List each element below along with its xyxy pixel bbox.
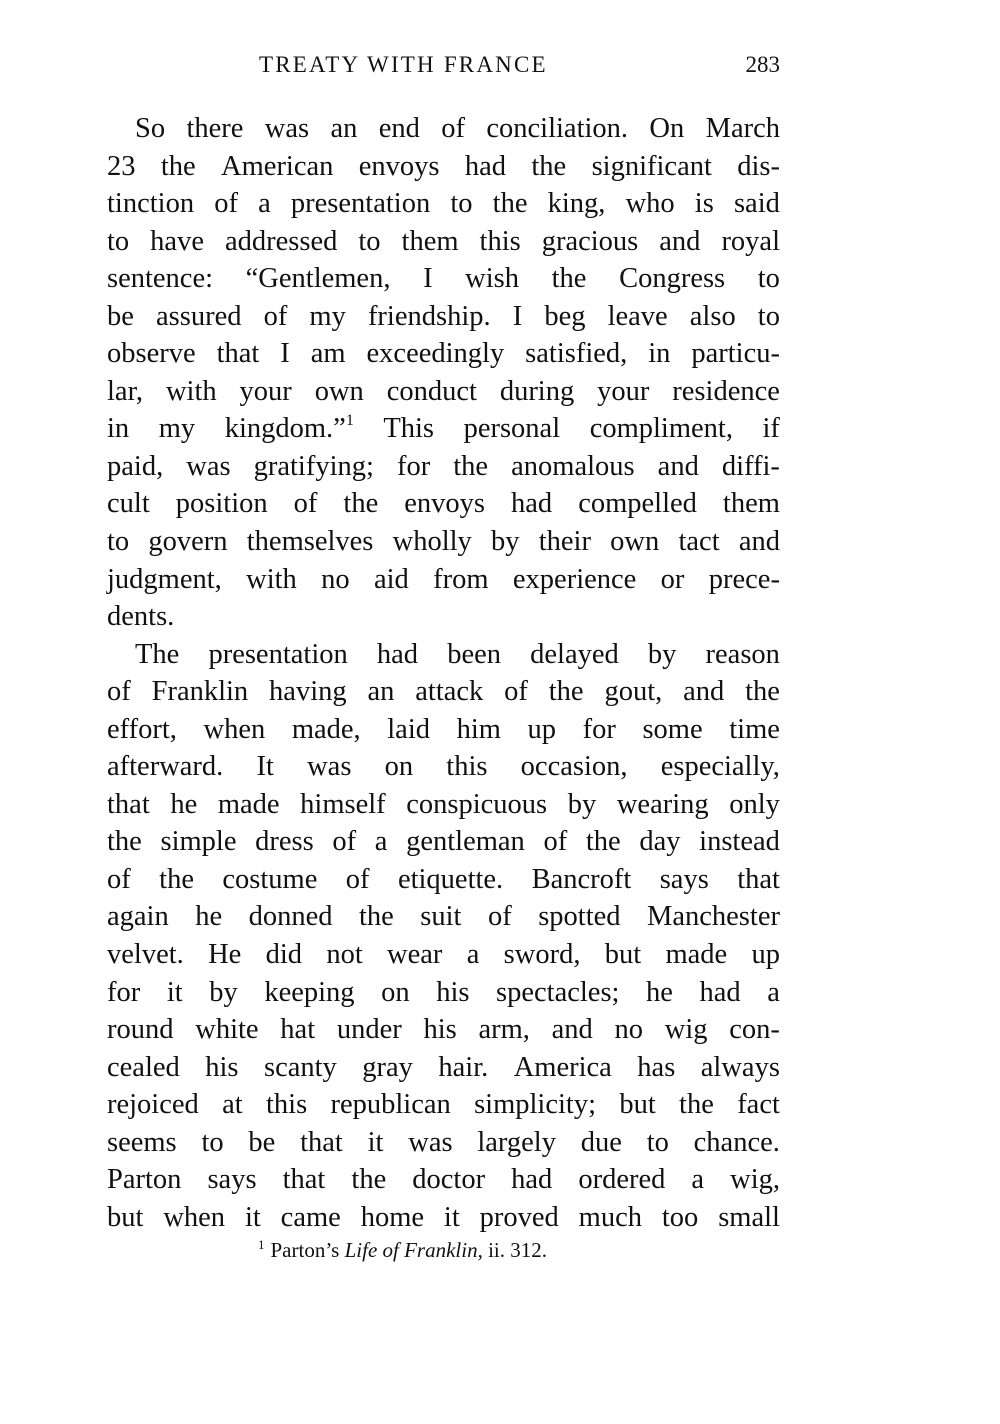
word: to [646, 1126, 669, 1158]
word: sword, [503, 939, 581, 971]
word: keeping [264, 976, 355, 1008]
text-line [107, 786, 780, 824]
word: am [310, 338, 346, 370]
word: a [767, 976, 780, 1008]
word: on [384, 751, 414, 783]
footnote-reference-marker: 1 [345, 412, 354, 430]
word: dents. [107, 601, 175, 633]
word: chance. [693, 1126, 780, 1158]
word: be [248, 1126, 276, 1158]
word: of [107, 863, 131, 895]
word: simple [160, 826, 237, 858]
word: sentence: [107, 263, 214, 295]
word: his [205, 1051, 239, 1083]
word: had [511, 488, 553, 520]
word: an [330, 113, 358, 144]
word: the [160, 150, 196, 182]
word: have [150, 225, 204, 257]
word: spotted [538, 901, 621, 933]
text-line [107, 485, 780, 523]
word: instead [699, 826, 780, 858]
word: to [757, 300, 780, 332]
word: the [548, 676, 584, 708]
word: experience [512, 563, 637, 595]
word: an [367, 676, 395, 708]
word: too [661, 1201, 699, 1233]
text-line [107, 823, 780, 861]
word: diffi- [721, 450, 780, 482]
text-line [107, 335, 780, 373]
word: small [718, 1201, 780, 1233]
word: republican [330, 1089, 451, 1121]
word: lar, [107, 375, 144, 407]
word: leave [607, 300, 668, 332]
word: velvet. [107, 939, 184, 971]
word: Bancroft [531, 863, 632, 895]
word: no [614, 1014, 644, 1046]
text-line [107, 1011, 780, 1049]
word: on [381, 976, 410, 1008]
word: wig, [730, 1164, 780, 1196]
text-line [107, 223, 780, 261]
word: friendship. [367, 300, 491, 332]
word: the [679, 1089, 714, 1121]
word: 23 [107, 150, 136, 182]
word: wearing [616, 788, 709, 820]
word: the [351, 1164, 387, 1196]
text-line [107, 523, 780, 561]
word: it [166, 976, 183, 1008]
word: afterward. [107, 751, 224, 783]
word: compliment, [589, 413, 733, 445]
running-title: TREATY WITH FRANCE [259, 52, 548, 77]
word: by [209, 976, 238, 1008]
word: seems [107, 1126, 177, 1158]
text-line [107, 898, 780, 936]
word: conciliation. [486, 113, 629, 144]
word: and [551, 1014, 593, 1046]
word: for [107, 976, 141, 1008]
text-line [107, 598, 780, 636]
text-line [107, 448, 780, 486]
word: govern [148, 526, 228, 558]
word: king, [547, 188, 606, 220]
word: addressed [224, 225, 338, 257]
word: arm, [478, 1014, 530, 1046]
word: with [165, 375, 217, 407]
footnote-marker: 1 [258, 1237, 265, 1252]
word: time [729, 713, 780, 745]
word: scanty [263, 1051, 337, 1083]
word: and [659, 225, 701, 257]
word: of [293, 488, 318, 520]
word: your [239, 375, 292, 407]
word: gratifying; [253, 450, 374, 482]
word: a [691, 1164, 705, 1196]
word: cealed [107, 1051, 180, 1083]
word: gracious [541, 225, 639, 257]
text-line [107, 373, 780, 411]
word: made [665, 939, 728, 971]
footnote [258, 1238, 547, 1263]
word: the [551, 263, 587, 295]
word: was [264, 113, 310, 144]
word: I [512, 300, 523, 332]
word: again [107, 901, 169, 933]
word: some [642, 713, 703, 745]
word: envoys [358, 150, 440, 182]
footnote-author: Parton’s [270, 1238, 345, 1262]
word: for [396, 450, 431, 482]
word: him [456, 713, 501, 745]
word: up [751, 939, 780, 971]
word: there [186, 113, 244, 144]
word: wholly [392, 526, 472, 558]
word: when [203, 713, 266, 745]
text-line [107, 185, 780, 223]
word: only [729, 788, 780, 820]
word: this [479, 225, 521, 257]
text-line [107, 1161, 780, 1199]
word: anomalous [511, 450, 635, 482]
word: hair. [438, 1051, 489, 1083]
text-line [107, 673, 780, 711]
word: that [107, 788, 150, 820]
word: it [244, 1201, 261, 1233]
word: day [639, 826, 681, 858]
word: by [567, 788, 597, 820]
word: proved [479, 1201, 559, 1233]
word: not [326, 939, 363, 971]
word: at [222, 1089, 243, 1121]
word: royal [721, 225, 780, 257]
word: largely [477, 1126, 556, 1158]
word: the [107, 826, 142, 858]
word: them [401, 225, 459, 257]
word: exceedingly [366, 338, 505, 370]
word: On [649, 113, 685, 144]
text-line [107, 711, 780, 749]
word: by [491, 526, 520, 558]
text-line [107, 861, 780, 899]
word: envoys [404, 488, 485, 520]
word: assured [156, 300, 242, 332]
text-line [107, 110, 780, 148]
footnote-book-title: Life of Franklin [344, 1238, 478, 1262]
word: due [580, 1126, 622, 1158]
word: ordered [578, 1164, 666, 1196]
word: a [258, 188, 271, 220]
word: also [689, 300, 736, 332]
word: up [527, 713, 557, 745]
word: it [367, 1126, 384, 1158]
word: was [186, 450, 231, 482]
word: been [447, 638, 501, 670]
word: of [504, 676, 528, 708]
text-line [107, 1124, 780, 1162]
word: when [163, 1201, 226, 1233]
word: of [107, 676, 131, 708]
text-line [107, 148, 780, 186]
word: says [207, 1164, 257, 1196]
word: or [660, 563, 685, 595]
word: but [604, 939, 642, 971]
word: the [343, 488, 379, 520]
word: spectacles; [496, 976, 620, 1008]
word: The [135, 638, 180, 670]
word: them [722, 488, 780, 520]
word: residence [672, 375, 780, 407]
word: who [625, 188, 675, 220]
word: that [216, 338, 260, 370]
word: presentation [290, 188, 431, 220]
word: your [597, 375, 650, 407]
word: had [699, 976, 741, 1008]
word: that [737, 863, 780, 895]
word: Franklin [151, 676, 249, 708]
word: but [619, 1089, 656, 1121]
word: of [263, 300, 288, 332]
word: it [443, 1201, 460, 1233]
word: satisfied, [525, 338, 628, 370]
word: delayed [530, 638, 619, 670]
word: to [358, 225, 381, 257]
word: wear [387, 939, 443, 971]
word: own [314, 375, 364, 407]
word: gout, [604, 676, 663, 708]
word: position [175, 488, 268, 520]
word: to [450, 188, 473, 220]
word: did [265, 939, 303, 971]
text-line [107, 1049, 780, 1087]
word: for [582, 713, 616, 745]
word: during [499, 375, 575, 407]
word: much [578, 1201, 642, 1233]
word: laid [387, 713, 431, 745]
word: this [265, 1089, 308, 1121]
word: cult [107, 488, 150, 520]
word: his [423, 1014, 457, 1046]
word: especially, [660, 751, 780, 783]
word: of [332, 826, 357, 858]
word: says [659, 863, 709, 895]
word: the [358, 901, 394, 933]
word: by [647, 638, 677, 670]
word: to [201, 1126, 224, 1158]
word: but [107, 1201, 144, 1233]
word: reason [705, 638, 780, 670]
word: kingdom.”$^1$ [224, 412, 354, 445]
word: that [300, 1126, 343, 1158]
word: the [492, 188, 528, 220]
word: tact [678, 526, 720, 558]
word: their [538, 526, 591, 558]
word: America [513, 1051, 612, 1083]
word: was [408, 1126, 453, 1158]
word: of [345, 863, 370, 895]
word: home [360, 1201, 425, 1233]
word: white [195, 1014, 259, 1046]
word: hat [280, 1014, 316, 1046]
word: own [610, 526, 660, 558]
word: made [217, 788, 280, 820]
word: It [256, 751, 274, 783]
word: suit [420, 901, 462, 933]
word: his [436, 976, 470, 1008]
word: con- [729, 1014, 780, 1046]
word: of [441, 113, 466, 144]
word: conspicuous [406, 788, 548, 820]
word: and [657, 450, 699, 482]
word: He [208, 939, 242, 971]
word: and [738, 526, 780, 558]
word: round [107, 1014, 174, 1046]
page-number: 283 [745, 52, 780, 77]
running-header [107, 52, 780, 88]
word: my [158, 413, 196, 445]
word: a [374, 826, 388, 858]
word: attack [415, 676, 484, 708]
word: in [107, 413, 130, 445]
word: particu- [691, 338, 780, 370]
word: has [637, 1051, 676, 1083]
word: prece- [708, 563, 780, 595]
word: of [487, 901, 512, 933]
word: costume [222, 863, 318, 895]
word: a [466, 939, 480, 971]
word: conduct [386, 375, 477, 407]
text-line [107, 1199, 780, 1237]
word: was [307, 751, 352, 783]
word: he [646, 976, 673, 1008]
word: observe [107, 338, 196, 370]
word: had [511, 1164, 553, 1196]
body-text [107, 110, 780, 1236]
word: So [135, 113, 166, 144]
word: he [170, 788, 198, 820]
word: of [214, 188, 238, 220]
text-line [107, 936, 780, 974]
word: wig [664, 1014, 708, 1046]
word: to [107, 526, 130, 558]
word: this [446, 751, 488, 783]
word: simplicity; [474, 1089, 596, 1121]
word: I [423, 263, 433, 295]
word: that [282, 1164, 326, 1196]
footnote-reference: , ii. 312. [477, 1238, 548, 1262]
word: if [762, 413, 780, 445]
word: rejoiced [107, 1089, 199, 1121]
word: of [543, 826, 568, 858]
word: he [195, 901, 223, 933]
word: my [309, 300, 346, 332]
text-line [107, 748, 780, 786]
word: said [733, 188, 780, 220]
word: the [531, 150, 567, 182]
word: American [221, 150, 334, 182]
word: aid [373, 563, 409, 595]
word: judgment, [107, 563, 222, 595]
word: having [269, 676, 347, 708]
text-line [107, 974, 780, 1012]
word: donned [248, 901, 333, 933]
word: made, [291, 713, 361, 745]
word: had [464, 150, 507, 182]
word: under [336, 1014, 402, 1046]
word: compelled [578, 488, 697, 520]
word: no [321, 563, 350, 595]
word: doctor [412, 1164, 486, 1196]
word: significant [591, 150, 712, 182]
word: effort, [107, 713, 177, 745]
word: gentleman [406, 826, 525, 858]
text-line [107, 561, 780, 599]
text-line [107, 1086, 780, 1124]
word: came [280, 1201, 341, 1233]
word: occasion, [520, 751, 628, 783]
word: fact [737, 1089, 780, 1121]
word: to [757, 263, 780, 295]
text-line [107, 260, 780, 298]
word: paid, [107, 450, 164, 482]
text-line [107, 410, 780, 448]
word: “Gentlemen, [245, 263, 391, 295]
word: to [107, 225, 130, 257]
word: Parton [107, 1164, 182, 1196]
word: the [159, 863, 194, 895]
word: end [378, 113, 420, 144]
word: themselves [246, 526, 374, 558]
word: Manchester [647, 901, 780, 933]
word: is [694, 188, 714, 220]
word: the [745, 676, 780, 708]
word: dis- [737, 150, 780, 182]
word: I [280, 338, 290, 370]
word: the [585, 826, 621, 858]
word: beg [544, 300, 586, 332]
word: and [683, 676, 725, 708]
word: This [383, 413, 435, 445]
word: presentation [208, 638, 348, 670]
word: gray [362, 1051, 413, 1083]
word: be [107, 300, 134, 332]
word: himself [300, 788, 386, 820]
word: wish [465, 263, 520, 295]
word: etiquette. [397, 863, 504, 895]
word: Congress [619, 263, 726, 295]
word: March [705, 113, 780, 144]
word: tinction [107, 188, 195, 220]
word: dress [255, 826, 314, 858]
word: in [648, 338, 671, 370]
word: with [246, 563, 297, 595]
text-line [107, 636, 780, 674]
word: always [700, 1051, 780, 1083]
word: the [453, 450, 489, 482]
word: personal [463, 413, 561, 445]
text-line [107, 298, 780, 336]
word: had [376, 638, 419, 670]
word: from [433, 563, 489, 595]
